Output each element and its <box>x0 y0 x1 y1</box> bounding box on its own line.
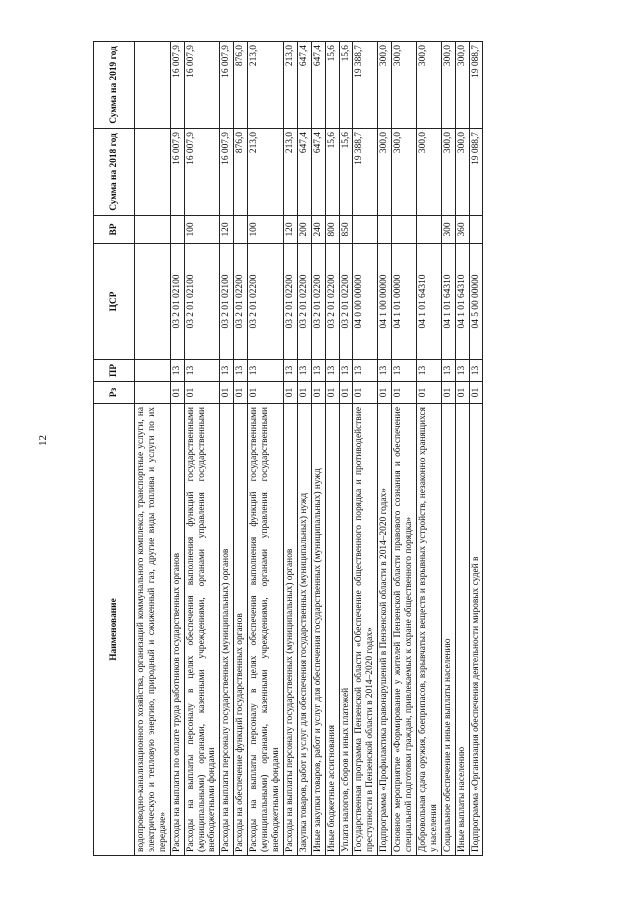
cell-name: Расходы на выплаты персоналу государственных (муниципальных) органов <box>283 404 297 856</box>
cell-sum-2019: 300,0 <box>378 42 392 129</box>
cell-pr: 13 <box>378 360 392 382</box>
cell-rz: 01 <box>248 382 284 404</box>
cell-csr <box>135 244 171 360</box>
header-sum-2018: Сумма на 2018 год <box>94 129 135 216</box>
cell-csr: 03 2 01 02200 <box>297 244 311 360</box>
cell-sum-2019: 19 088,7 <box>469 42 483 129</box>
cell-pr: 13 <box>469 360 483 382</box>
cell-name: Расходы на выплаты персоналу в целях обеспечения выполнения функций государственными (муниципальными) органами, казенными учреждениями, органами управления государственными внебюджетными фондами <box>248 404 284 856</box>
cell-name: Расходы на выплаты персоналу в целях обеспечения выполнения функций государственными (муниципальными) органами, казенными учреждениями, органами управления государственными внебюджетными фондами <box>184 404 220 856</box>
cell-name: Основное мероприятие «Формирование у жителей Пензенской области правового сознания и обеспечение специальной подготовки граждан, привлекаемых к охране общественного порядка» <box>392 404 417 856</box>
cell-vr: 100 <box>184 216 220 244</box>
cell-rz: 01 <box>170 382 184 404</box>
cell-sum-2018: 213,0 <box>248 129 284 216</box>
table-row <box>392 42 417 856</box>
cell-vr: 100 <box>248 216 284 244</box>
cell-csr: 04 1 01 64310 <box>416 244 441 360</box>
cell-rz: 01 <box>416 382 441 404</box>
table-row <box>339 42 353 856</box>
cell-name: Иные бюджетные ассигнования <box>325 404 339 856</box>
cell-csr: 03 2 01 02100 <box>220 244 234 360</box>
cell-vr: 850 <box>339 216 353 244</box>
cell-vr: 300 <box>441 216 455 244</box>
cell-sum-2019: 876,0 <box>234 42 248 129</box>
cell-sum-2019: 16 007,9 <box>184 42 220 129</box>
header-csr: ЦСР <box>94 244 135 360</box>
cell-sum-2018: 15,6 <box>339 129 353 216</box>
cell-pr: 13 <box>297 360 311 382</box>
cell-sum-2019: 300,0 <box>392 42 417 129</box>
cell-sum-2018 <box>135 129 171 216</box>
table-row <box>234 42 248 856</box>
cell-rz: 01 <box>220 382 234 404</box>
cell-vr: 360 <box>455 216 469 244</box>
cell-vr: 120 <box>220 216 234 244</box>
cell-name: Расходы на выплаты персоналу государственных (муниципальных) органов <box>220 404 234 856</box>
table-body <box>135 42 483 856</box>
cell-sum-2019: 16 007,9 <box>170 42 184 129</box>
cell-csr: 04 1 01 64310 <box>455 244 469 360</box>
cell-pr <box>135 360 171 382</box>
cell-csr: 03 2 01 02200 <box>234 244 248 360</box>
cell-rz: 01 <box>469 382 483 404</box>
cell-pr: 13 <box>392 360 417 382</box>
cell-sum-2018: 16 007,9 <box>170 129 184 216</box>
cell-sum-2019: 647,4 <box>297 42 311 129</box>
header-pr: ПР <box>94 360 135 382</box>
cell-pr: 13 <box>184 360 220 382</box>
cell-vr <box>170 216 184 244</box>
table-header-row <box>94 42 135 856</box>
cell-name: Расходы на обеспечение функций государственных органов <box>234 404 248 856</box>
page-number: 12 <box>37 435 49 446</box>
cell-name: Иные выплаты населению <box>455 404 469 856</box>
cell-sum-2018: 300,0 <box>441 129 455 216</box>
cell-sum-2018: 300,0 <box>455 129 469 216</box>
cell-sum-2018: 647,4 <box>297 129 311 216</box>
cell-rz: 01 <box>297 382 311 404</box>
cell-csr: 03 2 01 02200 <box>339 244 353 360</box>
table-row <box>353 42 378 856</box>
cell-sum-2019: 15,6 <box>325 42 339 129</box>
cell-sum-2018: 19 088,7 <box>469 129 483 216</box>
cell-name: водопроводно-канализационного хозяйства, организаций коммунального комплекса, транспортные услуги, на электрическую и тепловую энергию, природный и сжиженный газ, другие виды топлива и услуги по их передаче» <box>135 404 171 856</box>
cell-name: Закупка товаров, работ и услуг для обеспечения государственных (муниципальных) нужд <box>297 404 311 856</box>
cell-rz: 01 <box>283 382 297 404</box>
cell-sum-2018: 647,4 <box>311 129 325 216</box>
table-row <box>441 42 455 856</box>
cell-sum-2019: 16 007,9 <box>220 42 234 129</box>
cell-rz: 01 <box>392 382 417 404</box>
cell-name: Уплата налогов, сборов и иных платежей <box>339 404 353 856</box>
cell-csr: 03 2 01 02100 <box>170 244 184 360</box>
cell-pr: 13 <box>170 360 184 382</box>
cell-sum-2018: 15,6 <box>325 129 339 216</box>
cell-sum-2019: 15,6 <box>339 42 353 129</box>
cell-sum-2018: 876,0 <box>234 129 248 216</box>
cell-vr <box>469 216 483 244</box>
table-row <box>248 42 284 856</box>
cell-pr: 13 <box>283 360 297 382</box>
cell-sum-2018: 300,0 <box>416 129 441 216</box>
table-row <box>416 42 441 856</box>
cell-pr: 13 <box>339 360 353 382</box>
cell-vr: 240 <box>311 216 325 244</box>
cell-sum-2019: 19 388,7 <box>353 42 378 129</box>
cell-csr: 04 5 00 00000 <box>469 244 483 360</box>
cell-vr <box>392 216 417 244</box>
cell-sum-2018: 16 007,9 <box>184 129 220 216</box>
cell-sum-2019: 213,0 <box>283 42 297 129</box>
cell-sum-2018: 16 007,9 <box>220 129 234 216</box>
cell-sum-2018: 19 388,7 <box>353 129 378 216</box>
cell-pr: 13 <box>416 360 441 382</box>
cell-csr: 04 1 00 00000 <box>378 244 392 360</box>
header-name: Наименование <box>94 404 135 856</box>
cell-name: Расходы на выплаты по оплате труда работников государственных органов <box>170 404 184 856</box>
cell-rz: 01 <box>184 382 220 404</box>
cell-rz: 01 <box>339 382 353 404</box>
cell-csr: 03 2 01 02200 <box>283 244 297 360</box>
cell-pr: 13 <box>220 360 234 382</box>
cell-sum-2019: 647,4 <box>311 42 325 129</box>
cell-sum-2019 <box>135 42 171 129</box>
cell-vr: 200 <box>297 216 311 244</box>
cell-pr: 13 <box>455 360 469 382</box>
cell-name: Социальное обеспечение и иные выплаты населению <box>441 404 455 856</box>
table-row <box>220 42 234 856</box>
table-row <box>378 42 392 856</box>
table-row <box>135 42 171 856</box>
cell-csr: 03 2 01 02200 <box>325 244 339 360</box>
table-row <box>469 42 483 856</box>
cell-rz: 01 <box>325 382 339 404</box>
table-row <box>283 42 297 856</box>
header-rz: Рз <box>94 382 135 404</box>
table-row <box>184 42 220 856</box>
cell-csr: 03 2 01 02200 <box>311 244 325 360</box>
cell-name: Добровольная сдача оружия, боеприпасов, взрывчатых веществ и взрывных устройств, незаконно хранящихся у населения <box>416 404 441 856</box>
cell-csr: 04 1 01 00000 <box>392 244 417 360</box>
cell-rz: 01 <box>455 382 469 404</box>
cell-sum-2019: 213,0 <box>248 42 284 129</box>
cell-pr: 13 <box>234 360 248 382</box>
cell-vr <box>234 216 248 244</box>
budget-table-container <box>93 42 483 856</box>
cell-csr: 04 0 00 00000 <box>353 244 378 360</box>
cell-sum-2018: 213,0 <box>283 129 297 216</box>
cell-pr: 13 <box>325 360 339 382</box>
cell-pr: 13 <box>311 360 325 382</box>
cell-csr: 03 2 01 02200 <box>248 244 284 360</box>
cell-vr <box>416 216 441 244</box>
table-row <box>455 42 469 856</box>
cell-sum-2019: 300,0 <box>441 42 455 129</box>
cell-rz: 01 <box>378 382 392 404</box>
table-row <box>325 42 339 856</box>
cell-vr: 800 <box>325 216 339 244</box>
header-vr: ВР <box>94 216 135 244</box>
table-row <box>297 42 311 856</box>
cell-vr <box>378 216 392 244</box>
header-sum-2019: Сумма на 2019 год <box>94 42 135 129</box>
cell-vr: 120 <box>283 216 297 244</box>
cell-rz: 01 <box>441 382 455 404</box>
cell-rz: 01 <box>353 382 378 404</box>
cell-vr <box>135 216 171 244</box>
cell-pr: 13 <box>248 360 284 382</box>
cell-csr: 03 2 01 02100 <box>184 244 220 360</box>
cell-vr <box>353 216 378 244</box>
cell-pr: 13 <box>441 360 455 382</box>
table-row <box>170 42 184 856</box>
cell-rz: 01 <box>234 382 248 404</box>
cell-sum-2018: 300,0 <box>378 129 392 216</box>
budget-table <box>93 41 483 856</box>
cell-rz <box>135 382 171 404</box>
cell-name: Иные закупки товаров, работ и услуг для обеспечения государственных (муниципальных) нужд <box>311 404 325 856</box>
cell-csr: 04 1 01 64310 <box>441 244 455 360</box>
cell-rz: 01 <box>311 382 325 404</box>
cell-sum-2018: 300,0 <box>392 129 417 216</box>
cell-sum-2019: 300,0 <box>455 42 469 129</box>
table-row <box>311 42 325 856</box>
cell-name: Подпрограмма «Профилактика правонарушений в Пензенской области в 2014–2020 годах» <box>378 404 392 856</box>
cell-pr: 13 <box>353 360 378 382</box>
cell-name: Подпрограмма «Организация обеспечения деятельности мировых судей в <box>469 404 483 856</box>
cell-sum-2019: 300,0 <box>416 42 441 129</box>
cell-name: Государственная программа Пензенской области «Обеспечение общественного порядка и противодействие преступности в Пензенской области в 2014–2020 годах» <box>353 404 378 856</box>
